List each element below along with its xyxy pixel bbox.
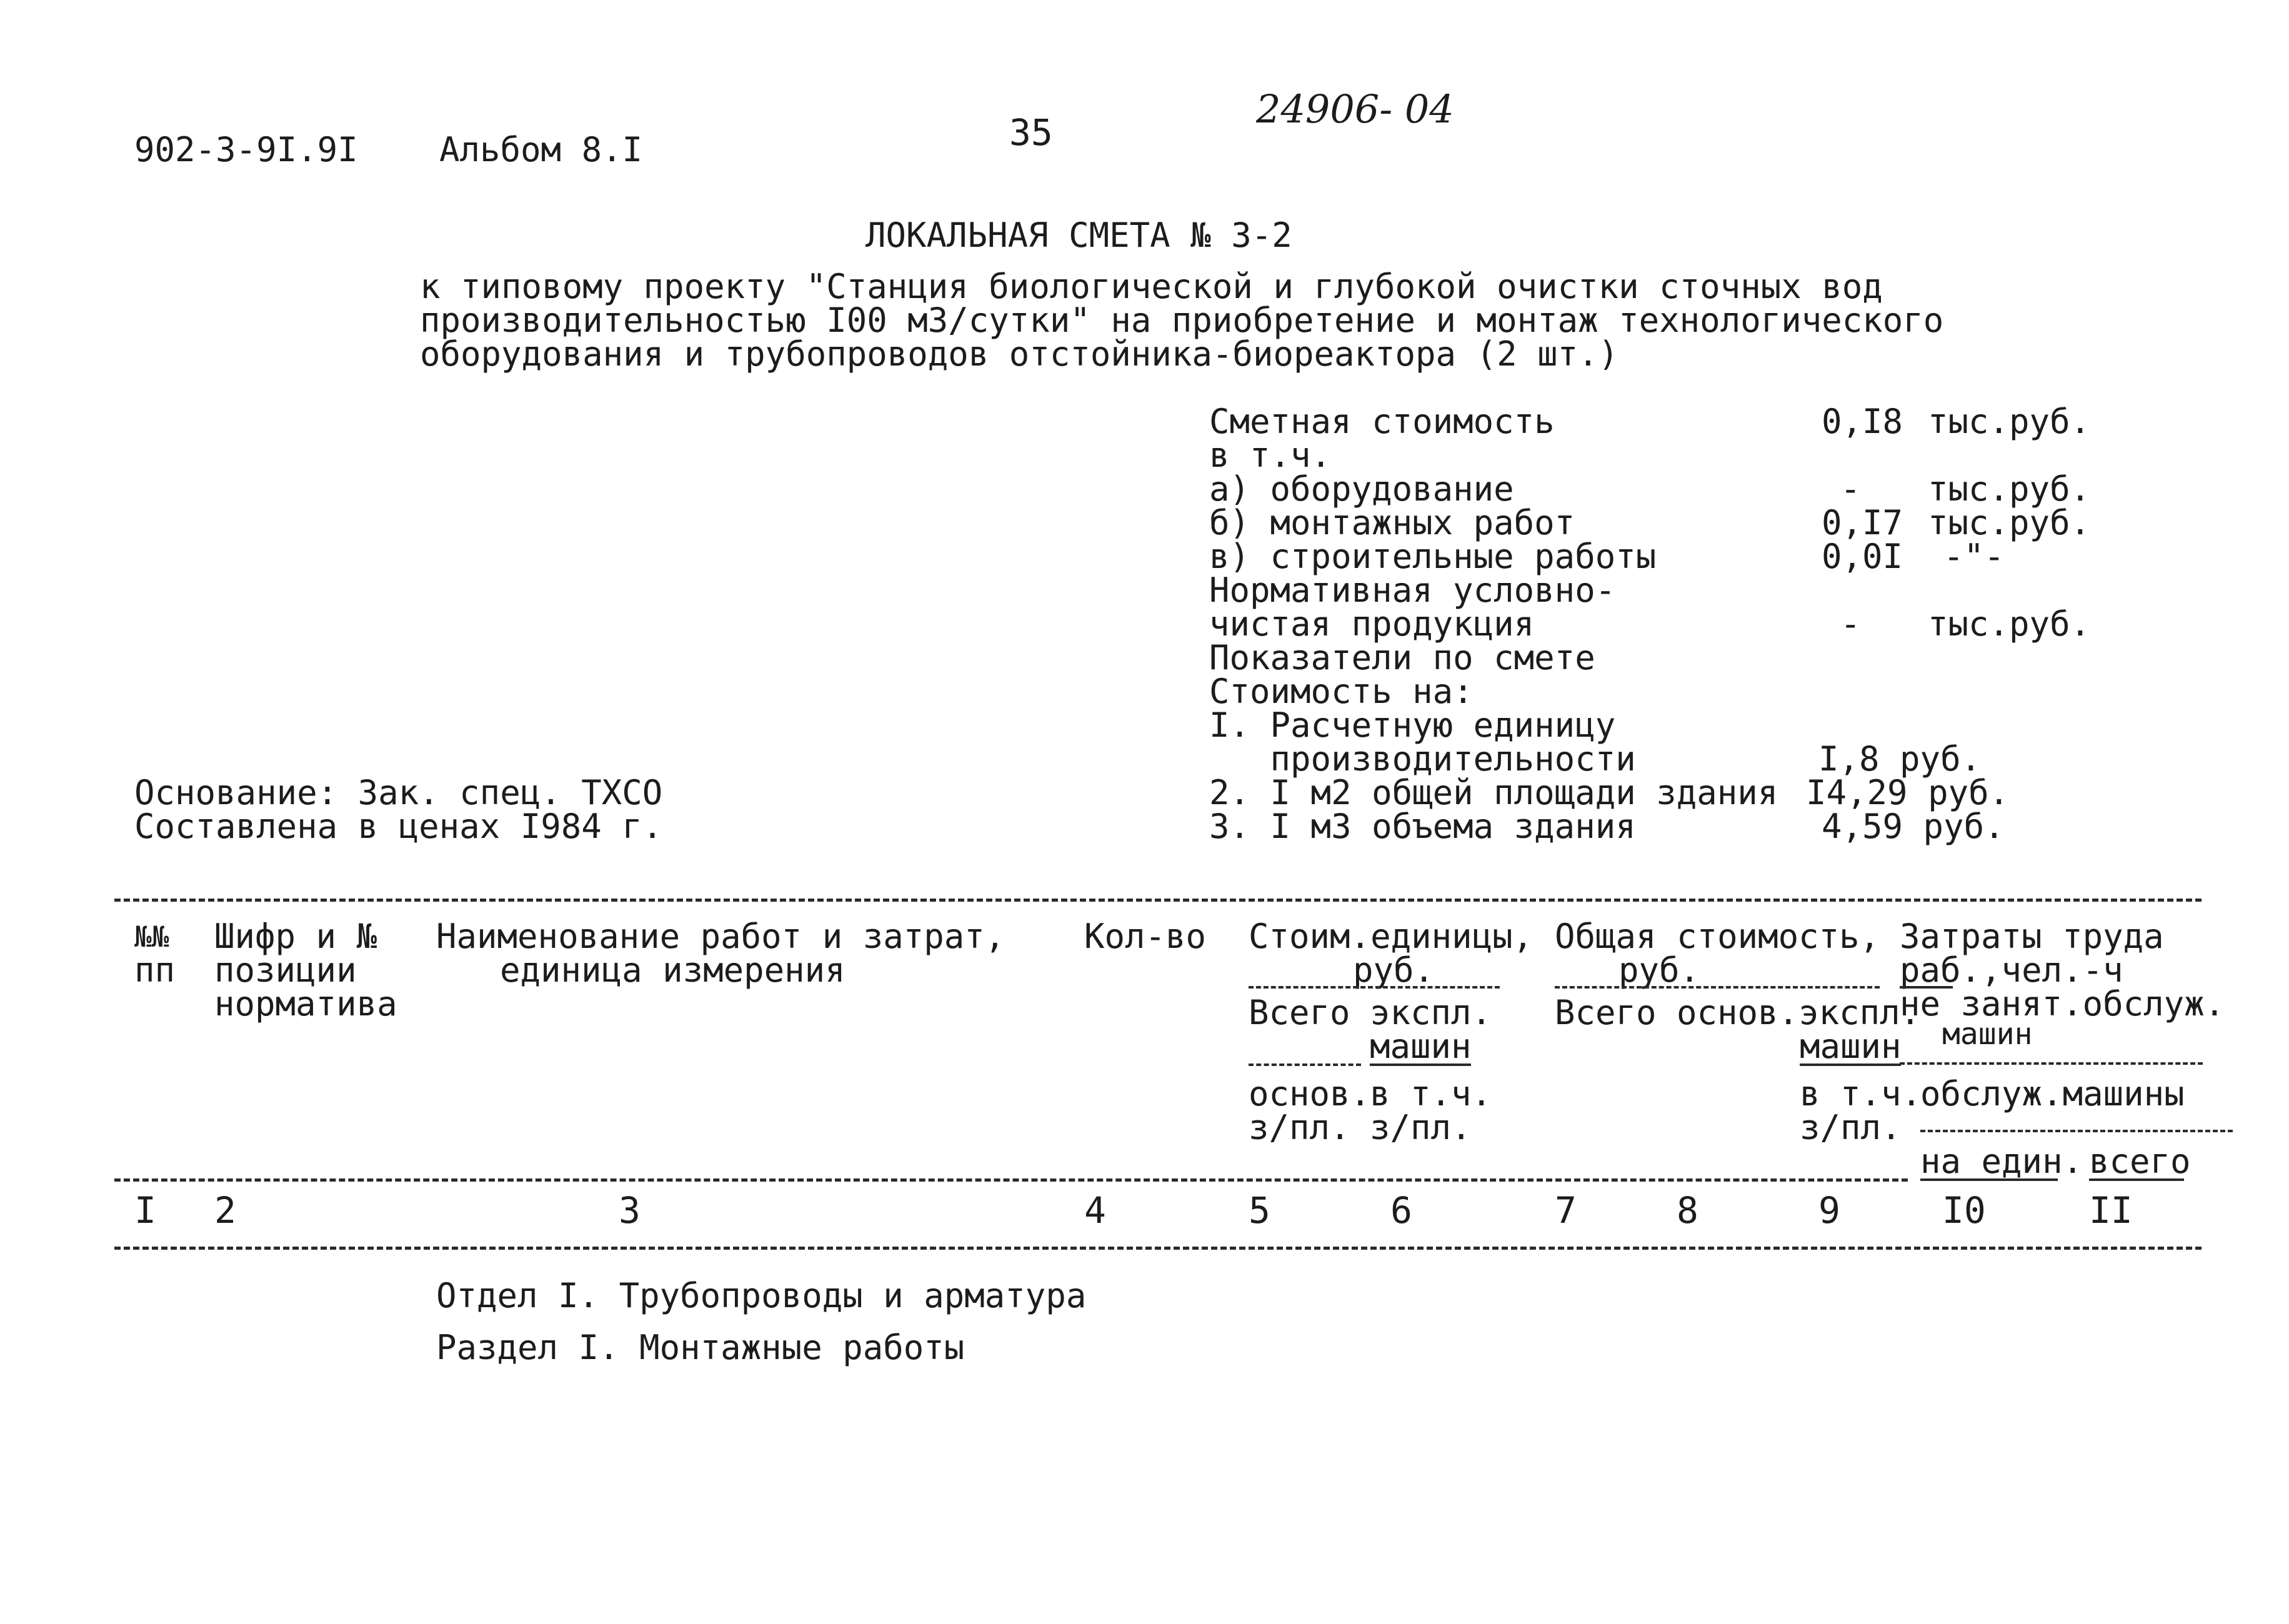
- column-number: 2: [214, 1189, 236, 1232]
- unit-machines-label: машин: [1370, 1027, 1472, 1066]
- column-number: 6: [1390, 1189, 1412, 1232]
- summary-value: 0,I8: [1822, 402, 1903, 441]
- summary-unit: -"-: [1943, 537, 2005, 576]
- summary-label: а) оборудование: [1209, 469, 1514, 509]
- unit-total-rule: [1249, 1064, 1361, 1066]
- col-index-header: пп: [134, 950, 176, 990]
- summary-label: в т.ч.: [1209, 436, 1332, 475]
- summary-unit: тыс.руб.: [1928, 402, 2091, 441]
- column-number: I0: [1942, 1189, 1986, 1232]
- unit-machines-underline: [1370, 1064, 1471, 1066]
- unit-cost-rule: [1249, 986, 1500, 989]
- incl-wage-label: в т.ч.: [1370, 1074, 1492, 1113]
- summary-label: 2. I м2 общей площади здания: [1209, 773, 1778, 812]
- column-number: II: [2089, 1189, 2133, 1232]
- labor-not-busy: не занят.обслуж.: [1900, 984, 2225, 1024]
- total3-underline: [2089, 1178, 2184, 1181]
- subtitle-line-3: оборудования и трубопроводов отстойника-биореактора (2 шт.): [420, 334, 1619, 374]
- album-label: Альбом 8.I: [439, 130, 643, 169]
- service-machines-label: обслуж.машины: [1920, 1074, 2185, 1113]
- section-heading: Раздел I. Монтажные работы: [436, 1328, 965, 1367]
- column-number: 3: [619, 1189, 641, 1232]
- overall-basic-expl-label: основ.экспл.: [1677, 993, 1921, 1032]
- project-code: 902-3-9I.9I: [134, 130, 358, 169]
- unit-cost-header: Стоим.единицы,: [1249, 917, 1533, 956]
- summary-label: чистая продукция: [1209, 604, 1535, 644]
- col-index-header: №№: [134, 920, 169, 954]
- labor-header: Затраты труда: [1900, 917, 2164, 956]
- incl-wage-label: з/пл.: [1370, 1108, 1472, 1147]
- column-number: 9: [1818, 1189, 1840, 1232]
- total-cost-header: Общая стоимость,: [1555, 917, 1880, 956]
- col-code-header: позиции: [214, 950, 357, 990]
- summary-label: Сметная стоимость: [1209, 402, 1555, 441]
- summary-value: 0,0I: [1822, 537, 1903, 576]
- summary-unit: тыс.руб.: [1928, 604, 2091, 644]
- handwritten-number: 24906- 04: [1256, 86, 1454, 132]
- basis-line-2: Составлена в ценах I984 г.: [134, 807, 663, 846]
- service-machines-rule: [1920, 1130, 2233, 1132]
- page-number: 35: [1009, 111, 1053, 154]
- unit-expl-label: экспл.: [1370, 993, 1492, 1032]
- summary-value: I4,29 руб.: [1806, 773, 2010, 812]
- overall-total-label: Всего: [1555, 993, 1657, 1032]
- summary-label: Показатели по смете: [1209, 638, 1595, 677]
- column-number: 7: [1555, 1189, 1577, 1232]
- unit-cost-unit: руб.: [1353, 950, 1435, 990]
- total-cost-unit: руб.: [1618, 950, 1700, 990]
- labor-sub: раб.,чел.-ч: [1900, 950, 2123, 990]
- labor-machines: машин: [1942, 1017, 2033, 1052]
- summary-value: -: [1840, 604, 1861, 644]
- subtitle-line-2: производительностью I00 м3/сутки" на приобретение и монтаж технологического: [420, 301, 1944, 340]
- total3-label: всего: [2089, 1142, 2191, 1181]
- summary-label: производительности: [1209, 739, 1636, 779]
- numbers-bottom-rule: [114, 1247, 2202, 1250]
- summary-label: I. Расчетную единицу: [1209, 705, 1616, 745]
- incl-wage-label: в т.ч.: [1800, 1074, 1922, 1113]
- total-cost-rule: [1555, 986, 1880, 989]
- summary-label: в) строительные работы: [1209, 537, 1657, 576]
- per-unit-label: на един.: [1920, 1142, 2083, 1181]
- column-number: 4: [1084, 1189, 1106, 1232]
- overall-machines-underline: [1800, 1064, 1901, 1066]
- summary-value: 0,I7: [1822, 503, 1903, 542]
- overall-machines-label: машин: [1800, 1027, 1902, 1066]
- basic-wage-label: з/пл.: [1249, 1108, 1350, 1147]
- col-code-header: Шифр и №: [214, 917, 377, 956]
- col-name-header: единица измерения: [500, 950, 845, 990]
- summary-value: 4,59 руб.: [1822, 807, 2005, 846]
- header-bottom-rule: [114, 1178, 1908, 1182]
- per-unit-underline: [1920, 1178, 2058, 1181]
- basic-wage-label: основ.: [1249, 1074, 1371, 1113]
- col-name-header: Наименование работ и затрат,: [436, 917, 1005, 956]
- summary-value: I,8 руб.: [1818, 739, 1982, 779]
- summary-label: Нормативная условно-: [1209, 570, 1616, 610]
- summary-label: б) монтажных работ: [1209, 503, 1575, 542]
- subtitle-line-1: к типовому проекту "Станция биологической и глубокой очистки сточных вод: [420, 267, 1883, 306]
- col-qty-header: Кол-во: [1084, 917, 1207, 956]
- column-number: I: [134, 1189, 156, 1232]
- summary-label: 3. I м3 объема здания: [1209, 807, 1636, 846]
- column-number: 5: [1249, 1189, 1270, 1232]
- basis-line-1: Основание: Зак. спец. ТХСО: [134, 773, 663, 812]
- summary-value: -: [1840, 469, 1861, 509]
- summary-unit: тыс.руб.: [1928, 469, 2091, 509]
- document-title: ЛОКАЛЬНАЯ СМЕТА № 3-2: [865, 216, 1292, 255]
- summary-label: Стоимость на:: [1209, 672, 1474, 711]
- department-heading: Отдел I. Трубопроводы и арматура: [436, 1276, 1087, 1315]
- table-top-rule: [114, 899, 2202, 902]
- labor-rule: [1900, 1062, 2203, 1065]
- summary-unit: тыс.руб.: [1928, 503, 2091, 542]
- col-code-header: норматива: [214, 984, 397, 1024]
- column-number: 8: [1677, 1189, 1698, 1232]
- unit-total-label: Всего: [1249, 993, 1350, 1032]
- incl-wage-label: з/пл.: [1800, 1108, 1902, 1147]
